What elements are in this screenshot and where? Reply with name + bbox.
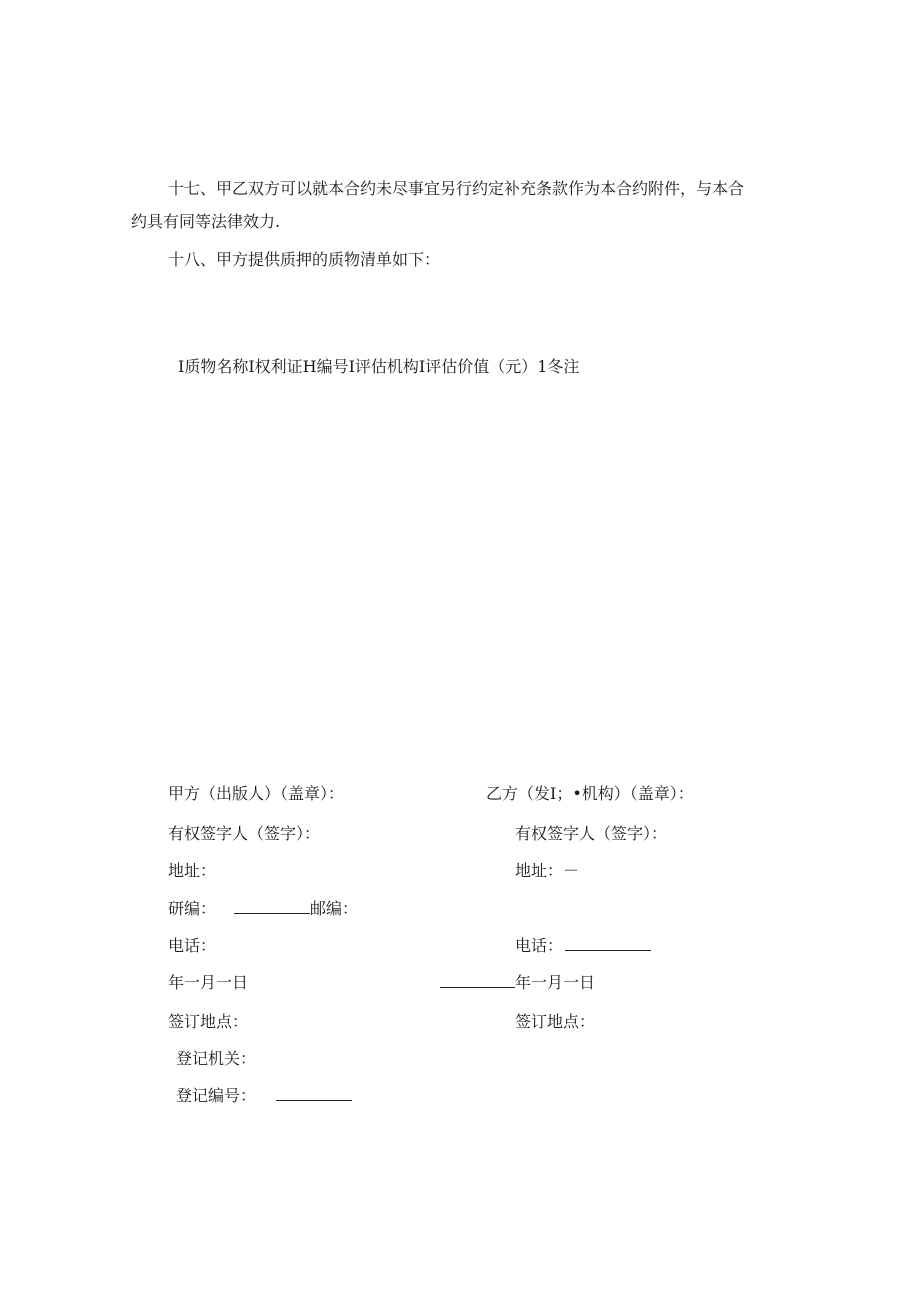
clause-17-line-1: 十七、甲乙双方可以就本合约未尽事宜另行约定补充条款作为本合约附件，与本合: [168, 179, 745, 198]
clause-17-line-2: 约具有同等法律效力.: [131, 212, 281, 231]
party-b-phone-label: 电话：: [515, 936, 564, 955]
party-a-date: 年一月一日: [168, 973, 249, 992]
party-a-address: 地址：: [168, 861, 217, 880]
party-a-postcode2-label: 邮编：: [310, 899, 359, 918]
party-b-phone-line: [565, 936, 651, 951]
party-b-phone-row: [515, 936, 651, 956]
party-a-signatory: 有权签字人（签字）：: [168, 824, 321, 843]
party-b-sign-place: 签订地点：: [515, 1012, 596, 1031]
party-b-date-row: [440, 973, 595, 993]
registration-authority: 登记机关：: [176, 1049, 257, 1068]
party-a-title: 甲方（出版人）（盖章）：: [168, 784, 345, 803]
clause-17: [168, 170, 782, 207]
party-a-postcode-label: 研编：: [168, 899, 217, 918]
registration-number-line: [276, 1086, 352, 1101]
party-b-date-line: [440, 973, 515, 988]
party-b-date: 年一月一日: [515, 973, 596, 992]
party-a-phone: 电话：: [168, 936, 217, 955]
party-a-postcode-row: [168, 899, 358, 919]
party-a-sign-place: 签订地点：: [168, 1012, 249, 1031]
party-b-address: 地址：－: [515, 861, 580, 880]
pledge-table-header: I质物名称I权利证H编号I评估机构I评估价值（元）1冬注: [178, 357, 580, 376]
registration-number-row: [176, 1086, 352, 1106]
registration-number-label: 登记编号：: [176, 1086, 257, 1105]
clause-18: 十八、甲方提供质押的质物清单如下：: [168, 250, 441, 269]
party-a-postcode-line: [234, 899, 310, 914]
party-b-title: 乙方（发I；•机构）（盖章）：: [486, 784, 694, 803]
party-b-signatory: 有权签字人（签字）：: [515, 824, 668, 843]
